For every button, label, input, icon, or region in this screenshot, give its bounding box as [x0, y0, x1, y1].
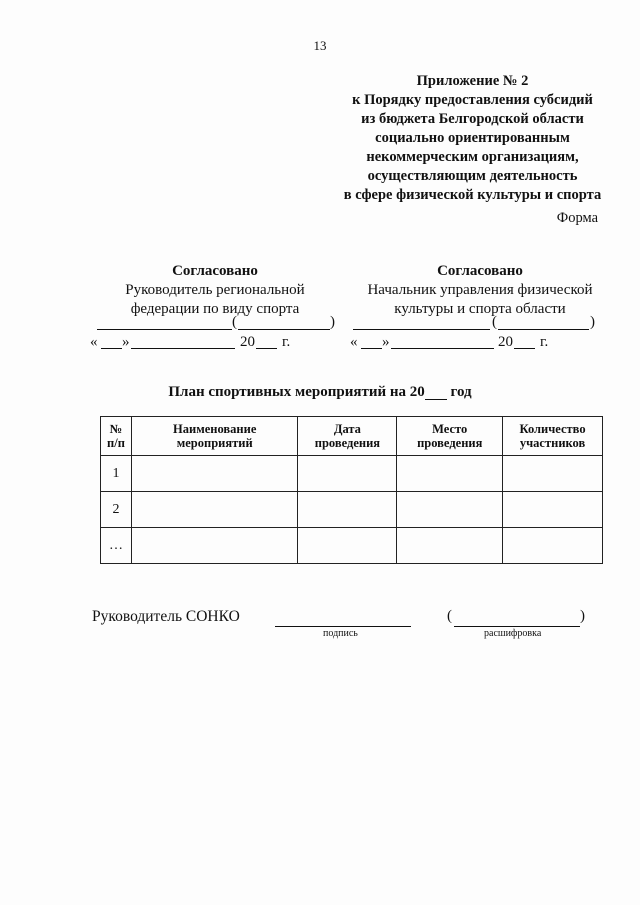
paren-open: ( — [232, 314, 237, 330]
month-line — [391, 348, 494, 349]
table-cell[interactable] — [503, 528, 603, 564]
approval-position-line: Начальник управления физической — [367, 282, 593, 298]
form-label: Форма — [556, 210, 598, 226]
page-number: 13 — [313, 38, 327, 53]
paren-open: ( — [492, 314, 497, 330]
signature-caption: подпись — [323, 628, 358, 639]
paren-close: ) — [330, 314, 335, 330]
appendix-line: осуществляющим деятельность — [367, 168, 578, 184]
year-line — [514, 348, 535, 349]
approval-block-left — [85, 262, 345, 319]
day-line — [101, 348, 122, 349]
header-place: Место проведения — [397, 417, 503, 456]
quote-close: » — [122, 334, 130, 350]
plan-title — [0, 384, 640, 401]
appendix-line: из бюджета Белгородской области — [361, 111, 584, 127]
plan-title-prefix: План спортивных мероприятий на 20 — [168, 384, 425, 400]
row-number: … — [101, 528, 132, 564]
day-line — [361, 348, 382, 349]
month-line — [131, 348, 235, 349]
table-cell[interactable] — [131, 528, 298, 564]
table-cell[interactable] — [503, 456, 603, 492]
year-prefix: 20 — [240, 334, 255, 350]
table-cell[interactable] — [298, 528, 397, 564]
header-event-name: Наименование мероприятий — [131, 417, 298, 456]
signature-line — [97, 329, 232, 330]
table-cell[interactable] — [131, 492, 298, 528]
appendix-line: некоммерческим организациям, — [366, 149, 579, 165]
approval-position-line: Руководитель региональной — [125, 282, 305, 298]
name-decode-line — [498, 329, 589, 330]
table-cell[interactable] — [397, 492, 503, 528]
name-decode-line — [238, 329, 330, 330]
quote-open: « — [90, 334, 98, 350]
table-row — [101, 456, 603, 492]
appendix-line: к Порядку предоставления субсидий — [352, 92, 593, 108]
table-cell[interactable] — [131, 456, 298, 492]
appendix-line: в сфере физической культуры и спорта — [343, 187, 602, 203]
table-cell[interactable] — [298, 492, 397, 528]
paren-open: ( — [447, 608, 452, 624]
quote-open: « — [350, 334, 358, 350]
appendix-line: социально ориентированным — [375, 130, 570, 146]
row-number: 1 — [101, 456, 132, 492]
plan-title-suffix: год — [450, 384, 472, 400]
quote-close: » — [382, 334, 390, 350]
year-prefix: 20 — [498, 334, 513, 350]
header-number: № п/п — [101, 417, 132, 456]
head-of-organization-label: Руководитель СОНКО — [92, 608, 240, 625]
name-decode-line — [454, 626, 580, 627]
paren-close: ) — [580, 608, 585, 624]
paren-close: ) — [590, 314, 595, 330]
decode-caption: расшифровка — [484, 628, 542, 639]
table-cell[interactable] — [397, 456, 503, 492]
approval-heading: Согласовано — [437, 263, 523, 279]
table-row — [101, 528, 603, 564]
signature-line — [275, 626, 411, 627]
approval-position-line: культуры и спорта области — [394, 301, 566, 317]
year-suffix: г. — [540, 334, 549, 350]
header-date: Дата проведения — [298, 417, 397, 456]
year-line — [256, 348, 277, 349]
table-cell[interactable] — [503, 492, 603, 528]
plan-year-blank — [425, 385, 447, 400]
table-cell[interactable] — [298, 456, 397, 492]
table-header-row — [101, 417, 603, 456]
header-participants: Количество участников — [503, 417, 603, 456]
row-number: 2 — [101, 492, 132, 528]
appendix-line: Приложение № 2 — [416, 73, 529, 89]
appendix-header — [330, 72, 615, 205]
table-cell[interactable] — [397, 528, 503, 564]
approval-heading: Согласовано — [172, 263, 258, 279]
year-suffix: г. — [282, 334, 291, 350]
events-table — [100, 416, 603, 564]
signature-line — [353, 329, 490, 330]
approval-block-right — [345, 262, 615, 319]
approval-position-line: федерации по виду спорта — [130, 301, 300, 317]
table-row — [101, 492, 603, 528]
